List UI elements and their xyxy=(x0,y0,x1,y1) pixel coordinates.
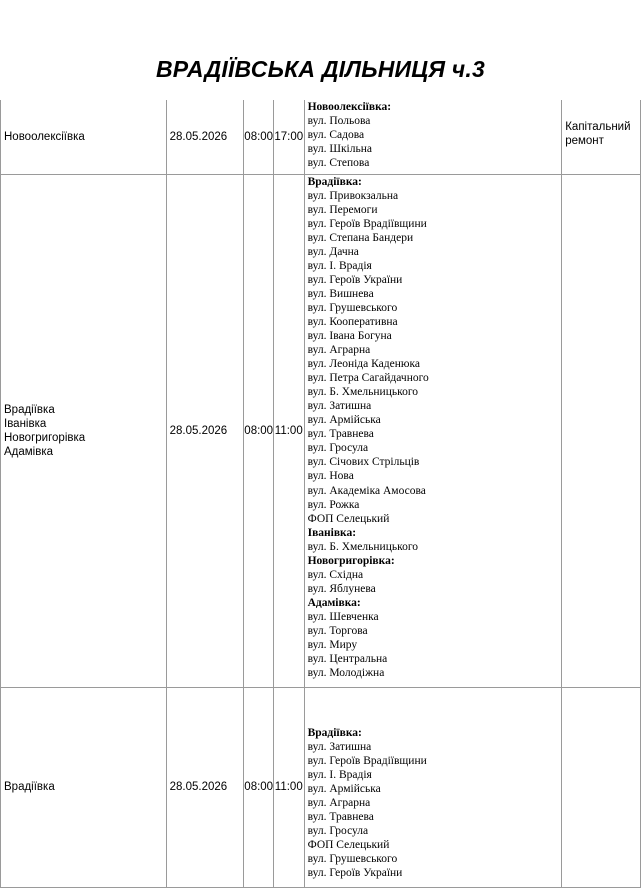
address-street: вул. Затишна xyxy=(307,740,372,753)
addresses-cell xyxy=(304,174,562,687)
address-street: вул. Травнева xyxy=(307,810,374,823)
end-time-cell: 11:00 xyxy=(273,174,304,687)
address-street: вул. Східна xyxy=(307,568,364,581)
addresses-cell xyxy=(304,100,562,174)
address-street: вул. Молодіжна xyxy=(307,667,385,680)
settlements-cell xyxy=(1,174,167,687)
table-row xyxy=(1,687,641,887)
address-street: вул. Армійська xyxy=(307,414,381,427)
outage-schedule-table xyxy=(0,100,641,888)
end-time-cell: 17:00 xyxy=(273,100,304,174)
address-street: ФОП Селецький xyxy=(307,512,390,525)
address-street: вул. Рожка xyxy=(307,498,360,511)
address-street: вул. І. Врадія xyxy=(307,768,372,781)
address-street: вул. Шевченка xyxy=(307,610,379,623)
address-street: вул. Грушевського xyxy=(307,852,398,865)
address-settlement-heading: Врадіївка: xyxy=(307,726,362,739)
address-street: вул. Грушевського xyxy=(307,301,398,314)
settlement-name: Іванівка xyxy=(4,417,47,430)
work-type-cell: Капітальний ремонт xyxy=(562,100,641,174)
page-title: ВРАДІЇВСЬКА ДІЛЬНИЦЯ ч.3 xyxy=(156,56,485,82)
address-street: вул. Івана Богуна xyxy=(307,330,392,343)
address-settlement-heading: Іванівка: xyxy=(307,526,357,539)
address-street: вул. Аграрна xyxy=(307,344,371,357)
end-time-cell: 11:00 xyxy=(273,687,304,887)
settlements-cell xyxy=(1,100,167,174)
address-street: вул. Торгова xyxy=(307,625,368,637)
work-type-cell xyxy=(562,174,641,687)
settlement-name: Адамівка xyxy=(4,445,54,458)
address-street: вул. Миру xyxy=(307,639,358,652)
date-cell: 28.05.2026 xyxy=(166,174,244,687)
address-street: вул. Садова xyxy=(307,129,365,142)
address-settlement-heading: Врадіївка: xyxy=(307,175,362,188)
start-time-cell: 08:00 xyxy=(244,687,274,887)
settlement-name: Новогригорівка xyxy=(4,431,86,444)
address-street: вул. Травнева xyxy=(307,428,374,441)
address-street: вул. Центральна xyxy=(307,653,388,666)
work-type-cell xyxy=(562,687,641,887)
date-cell: 28.05.2026 xyxy=(166,100,244,174)
address-street: вул. Вишнева xyxy=(307,287,374,300)
settlement-name: Врадіївка xyxy=(4,781,55,793)
address-street: вул. Б. Хмельницького xyxy=(307,386,419,399)
address-street: вул. Степана Бандери xyxy=(307,231,414,244)
address-street: вул. Шкільна xyxy=(307,143,372,156)
start-time-cell: 08:00 xyxy=(244,100,274,174)
date-cell: 28.05.2026 xyxy=(166,687,244,887)
addresses-cell xyxy=(304,687,562,887)
table-row xyxy=(1,100,641,174)
start-time-cell: 08:00 xyxy=(244,174,274,687)
address-street: вул. Б. Хмельницького xyxy=(307,540,419,553)
address-settlement-heading: Новоолексіївка: xyxy=(307,101,392,113)
address-street: вул. Затишна xyxy=(307,400,372,413)
address-street: вул. Героїв Врадіївщини xyxy=(307,217,427,230)
address-street: вул. Леоніда Каденюка xyxy=(307,358,420,371)
table-body xyxy=(1,100,641,887)
address-street: вул. Нова xyxy=(307,470,354,483)
address-street: вул. Аграрна xyxy=(307,796,371,809)
address-street: вул. Яблунева xyxy=(307,582,376,595)
address-street: вул. Героїв Врадіївщини xyxy=(307,754,427,767)
address-street: вул. Петра Сагайдачного xyxy=(307,372,429,385)
settlements-cell xyxy=(1,687,167,887)
address-street: вул. Гросула xyxy=(307,824,369,837)
address-street: вул. Дачна xyxy=(307,245,359,258)
address-street: ФОП Селецький xyxy=(307,838,390,851)
address-settlement-heading: Новогригорівка: xyxy=(307,554,395,567)
address-street: вул. Армійська xyxy=(307,782,381,795)
address-street: вул. Привокзальна xyxy=(307,189,399,202)
address-street: вул. Гросула xyxy=(307,442,369,455)
settlement-name: Врадіївка xyxy=(4,403,55,416)
address-street: вул. Січових Стрільців xyxy=(307,456,420,469)
settlement-name: Новоолексіївка xyxy=(4,130,85,143)
address-street: вул. Степова xyxy=(307,157,370,170)
address-street: вул. І. Врадія xyxy=(307,259,372,272)
address-street: вул. Героїв України xyxy=(307,866,403,879)
address-street: вул. Кооперативна xyxy=(307,315,398,328)
table-row xyxy=(1,174,641,687)
address-street: вул. Героїв України xyxy=(307,273,403,286)
address-settlement-heading: Адамівка: xyxy=(307,596,361,609)
address-street: вул. Польова xyxy=(307,115,371,128)
address-street: вул. Перемоги xyxy=(307,203,378,216)
address-street: вул. Академіка Амосова xyxy=(307,484,426,497)
